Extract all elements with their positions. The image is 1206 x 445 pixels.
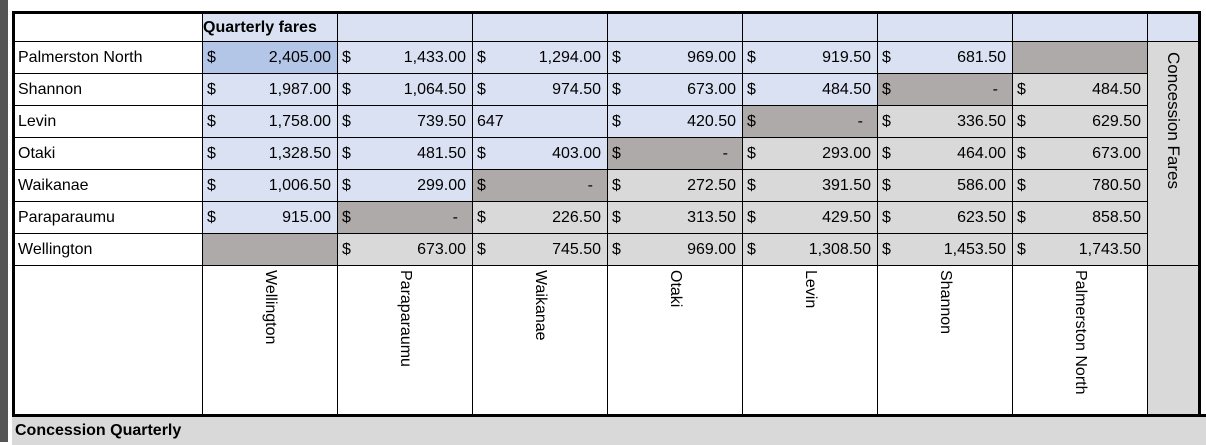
fare-cell-content bbox=[878, 42, 1012, 73]
fare-cell[interactable] bbox=[338, 74, 473, 106]
fare-cell-content bbox=[338, 74, 472, 105]
fare-cell[interactable] bbox=[338, 42, 473, 74]
fare-cell-content bbox=[473, 42, 607, 73]
fare-cell[interactable] bbox=[338, 170, 473, 202]
currency-symbol: $ bbox=[207, 80, 216, 98]
concession-fares-text: Concession Fares bbox=[1164, 52, 1183, 190]
column-label: Levin bbox=[802, 270, 819, 309]
currency-symbol: $ bbox=[882, 176, 891, 194]
fare-cell-content bbox=[878, 202, 1012, 233]
fare-cell[interactable] bbox=[203, 138, 338, 170]
fare-amount: 403.00 bbox=[552, 144, 601, 162]
currency-symbol: $ bbox=[747, 176, 756, 194]
fare-cell[interactable] bbox=[473, 74, 608, 106]
fare-amount: 313.50 bbox=[687, 208, 736, 226]
currency-symbol: $ bbox=[477, 80, 486, 98]
fare-cell[interactable] bbox=[743, 138, 878, 170]
header-cell[interactable] bbox=[473, 13, 608, 42]
fare-cell[interactable] bbox=[878, 170, 1013, 202]
fare-cell-content bbox=[338, 138, 472, 169]
column-label: Otaki bbox=[667, 270, 684, 308]
currency-symbol: $ bbox=[342, 48, 351, 66]
fare-cell[interactable] bbox=[473, 106, 608, 138]
currency-symbol: $ bbox=[477, 176, 486, 194]
fare-cell-content bbox=[203, 42, 337, 73]
fare-amount: 464.00 bbox=[957, 144, 1006, 162]
fare-cell[interactable] bbox=[203, 234, 338, 266]
label-row-end[interactable] bbox=[1148, 266, 1200, 417]
fare-cell[interactable] bbox=[743, 202, 878, 234]
fare-cell-content bbox=[338, 106, 472, 137]
currency-symbol: $ bbox=[747, 144, 756, 162]
currency-symbol: $ bbox=[342, 240, 351, 258]
fare-cell-content bbox=[608, 42, 742, 73]
fare-cell-content bbox=[338, 170, 472, 201]
fare-amount: 1,006.50 bbox=[268, 176, 331, 194]
fare-cell-content bbox=[743, 234, 877, 265]
fare-amount: 780.50 bbox=[1092, 176, 1141, 194]
fare-amount: 629.50 bbox=[1092, 112, 1141, 130]
fare-cell-content bbox=[203, 138, 337, 169]
currency-symbol: $ bbox=[342, 208, 351, 226]
fare-cell[interactable] bbox=[203, 106, 338, 138]
left-edge-strip bbox=[0, 0, 8, 442]
spreadsheet bbox=[8, 0, 1206, 442]
currency-symbol: $ bbox=[1017, 240, 1026, 258]
header-cell[interactable] bbox=[878, 13, 1013, 42]
fare-cell[interactable] bbox=[1013, 234, 1148, 266]
fare-cell[interactable] bbox=[1013, 42, 1148, 74]
currency-symbol: $ bbox=[882, 48, 891, 66]
currency-symbol: $ bbox=[1017, 112, 1026, 130]
fare-cell-content bbox=[338, 234, 472, 265]
fare-cell[interactable] bbox=[338, 106, 473, 138]
footer-concession-quarterly[interactable]: Concession Quarterly bbox=[12, 414, 1206, 445]
currency-symbol: $ bbox=[612, 112, 621, 130]
currency-symbol: $ bbox=[1017, 80, 1026, 98]
fare-amount: 336.50 bbox=[957, 112, 1006, 130]
currency-symbol: $ bbox=[612, 240, 621, 258]
fare-cell-content bbox=[608, 138, 742, 169]
fare-cell[interactable] bbox=[473, 202, 608, 234]
fare-amount: 1,308.50 bbox=[808, 240, 871, 258]
fare-cell-content bbox=[1013, 234, 1147, 265]
fare-cell[interactable] bbox=[608, 74, 743, 106]
currency-symbol: $ bbox=[342, 112, 351, 130]
header-cell[interactable] bbox=[1013, 13, 1148, 42]
fare-amount: 673.00 bbox=[417, 240, 466, 258]
fare-cell-content bbox=[1013, 74, 1147, 105]
fare-cell-content bbox=[1013, 202, 1147, 233]
fare-cell[interactable] bbox=[878, 138, 1013, 170]
fare-cell-content bbox=[203, 170, 337, 201]
fare-amount: 293.00 bbox=[822, 144, 871, 162]
fare-amount: 1,064.50 bbox=[403, 80, 466, 98]
fare-amount: 1,758.00 bbox=[268, 112, 331, 130]
currency-symbol: $ bbox=[612, 80, 621, 98]
fare-cell[interactable] bbox=[473, 42, 608, 74]
fare-cell-content bbox=[608, 234, 742, 265]
fare-amount: 915.00 bbox=[282, 208, 331, 226]
currency-symbol: $ bbox=[207, 208, 216, 226]
corner-cell[interactable] bbox=[14, 13, 203, 42]
column-label-cell[interactable] bbox=[338, 266, 473, 417]
fare-amount: 429.50 bbox=[822, 208, 871, 226]
fare-amount: 1,987.00 bbox=[268, 80, 331, 98]
fare-cell[interactable] bbox=[608, 42, 743, 74]
fare-cell[interactable] bbox=[743, 106, 878, 138]
fare-cell-content bbox=[473, 106, 607, 137]
fare-cell-content bbox=[878, 234, 1012, 265]
fare-cell-content bbox=[878, 74, 1012, 105]
header-cell[interactable] bbox=[608, 13, 743, 42]
fare-cell-content bbox=[878, 170, 1012, 201]
fare-amount: - bbox=[857, 112, 863, 130]
currency-symbol: $ bbox=[612, 144, 621, 162]
currency-symbol: 647 bbox=[477, 112, 504, 130]
currency-symbol: $ bbox=[882, 144, 891, 162]
fare-amount: 226.50 bbox=[552, 208, 601, 226]
fare-amount: 391.50 bbox=[822, 176, 871, 194]
fare-cell-content bbox=[1013, 170, 1147, 201]
fare-cell[interactable] bbox=[203, 202, 338, 234]
fare-cell[interactable] bbox=[743, 234, 878, 266]
currency-symbol: $ bbox=[747, 80, 756, 98]
column-label: Paraparaumu bbox=[397, 270, 414, 367]
currency-symbol: $ bbox=[477, 240, 486, 258]
fare-cell-content bbox=[203, 106, 337, 137]
fare-cell-content bbox=[608, 202, 742, 233]
fare-cell[interactable] bbox=[473, 170, 608, 202]
row-label[interactable]: Waikanae bbox=[14, 170, 203, 202]
fare-cell[interactable] bbox=[878, 106, 1013, 138]
fare-cell[interactable] bbox=[1013, 74, 1148, 106]
row-label[interactable]: Levin bbox=[14, 106, 203, 138]
label-row-corner[interactable] bbox=[14, 266, 203, 417]
fare-cell-content bbox=[743, 202, 877, 233]
concession-fares-side-label[interactable] bbox=[1148, 42, 1200, 266]
fare-amount: 1,433.00 bbox=[403, 48, 466, 66]
fare-cell[interactable] bbox=[608, 234, 743, 266]
currency-symbol: $ bbox=[612, 48, 621, 66]
fare-cell-content bbox=[608, 106, 742, 137]
fare-cell-content bbox=[338, 202, 472, 233]
fare-amount: 673.00 bbox=[687, 80, 736, 98]
fare-cell[interactable] bbox=[743, 170, 878, 202]
fare-cell-content bbox=[473, 202, 607, 233]
fare-amount: 969.00 bbox=[687, 48, 736, 66]
fare-cell[interactable] bbox=[608, 138, 743, 170]
fare-cell[interactable] bbox=[203, 42, 338, 74]
fare-cell[interactable] bbox=[1013, 170, 1148, 202]
fare-cell[interactable] bbox=[608, 202, 743, 234]
fare-cell-content bbox=[473, 234, 607, 265]
fare-cell[interactable] bbox=[878, 202, 1013, 234]
fare-amount: 673.00 bbox=[1092, 144, 1141, 162]
currency-symbol: $ bbox=[747, 48, 756, 66]
fare-cell-content bbox=[1013, 106, 1147, 137]
fare-amount: 484.50 bbox=[1092, 80, 1141, 98]
currency-symbol: $ bbox=[747, 240, 756, 258]
fare-cell[interactable] bbox=[338, 138, 473, 170]
fare-amount: 299.00 bbox=[417, 176, 466, 194]
row-label[interactable]: Otaki bbox=[14, 138, 203, 170]
fare-amount: 681.50 bbox=[957, 48, 1006, 66]
fare-cell-content bbox=[743, 74, 877, 105]
fare-cell[interactable] bbox=[878, 42, 1013, 74]
fare-cell[interactable] bbox=[338, 234, 473, 266]
fare-amount: 481.50 bbox=[417, 144, 466, 162]
currency-symbol: $ bbox=[1017, 208, 1026, 226]
fare-amount: 919.50 bbox=[822, 48, 871, 66]
fares-table bbox=[12, 11, 1201, 418]
currency-symbol: $ bbox=[612, 208, 621, 226]
row-label[interactable]: Paraparaumu bbox=[14, 202, 203, 234]
column-label-cell[interactable] bbox=[743, 266, 878, 417]
fare-amount: 969.00 bbox=[687, 240, 736, 258]
currency-symbol: $ bbox=[342, 80, 351, 98]
currency-symbol: $ bbox=[477, 48, 486, 66]
fare-amount: 1,743.50 bbox=[1078, 240, 1141, 258]
fare-cell[interactable] bbox=[338, 202, 473, 234]
fare-cell-content bbox=[203, 202, 337, 233]
header-cell[interactable] bbox=[743, 13, 878, 42]
fare-cell-content bbox=[473, 138, 607, 169]
currency-symbol: $ bbox=[1017, 144, 1026, 162]
currency-symbol: $ bbox=[207, 176, 216, 194]
currency-symbol: $ bbox=[747, 112, 756, 130]
fare-amount: 420.50 bbox=[687, 112, 736, 130]
fare-cell-content bbox=[743, 42, 877, 73]
currency-symbol: $ bbox=[207, 144, 216, 162]
fare-cell-content bbox=[203, 234, 337, 265]
fare-cell-content bbox=[743, 138, 877, 169]
currency-symbol: $ bbox=[882, 208, 891, 226]
fare-amount: 586.00 bbox=[957, 176, 1006, 194]
fare-amount: 2,405.00 bbox=[268, 48, 331, 66]
fare-amount: - bbox=[992, 80, 998, 98]
fare-cell[interactable] bbox=[1013, 202, 1148, 234]
fare-cell-content bbox=[878, 138, 1012, 169]
currency-symbol: $ bbox=[342, 176, 351, 194]
fare-cell-content bbox=[1013, 42, 1147, 73]
fare-amount: 272.50 bbox=[687, 176, 736, 194]
fare-cell-content bbox=[203, 74, 337, 105]
fare-amount: 1,328.50 bbox=[268, 144, 331, 162]
fare-cell-content bbox=[1013, 138, 1147, 169]
fare-cell-content bbox=[608, 74, 742, 105]
fare-cell[interactable] bbox=[608, 106, 743, 138]
fare-amount: 739.50 bbox=[417, 112, 466, 130]
column-label-cell[interactable] bbox=[878, 266, 1013, 417]
currency-symbol: $ bbox=[882, 80, 891, 98]
fare-cell[interactable] bbox=[878, 74, 1013, 106]
currency-symbol: $ bbox=[342, 144, 351, 162]
fare-cell[interactable] bbox=[743, 42, 878, 74]
column-label-cell[interactable] bbox=[1013, 266, 1148, 417]
header-cell[interactable] bbox=[338, 13, 473, 42]
fare-cell[interactable] bbox=[203, 170, 338, 202]
fare-cell[interactable] bbox=[608, 170, 743, 202]
fare-cell[interactable] bbox=[878, 234, 1013, 266]
currency-symbol: $ bbox=[207, 48, 216, 66]
fare-cell[interactable] bbox=[1013, 106, 1148, 138]
fare-amount: 1,294.00 bbox=[538, 48, 601, 66]
currency-symbol: $ bbox=[1017, 176, 1026, 194]
fare-amount: - bbox=[722, 144, 728, 162]
fare-cell-content bbox=[743, 106, 877, 137]
fare-amount: 623.50 bbox=[957, 208, 1006, 226]
row-label[interactable]: Palmerston North bbox=[14, 42, 203, 74]
fare-amount: 858.50 bbox=[1092, 208, 1141, 226]
column-label: Wellington bbox=[262, 270, 279, 345]
column-label: Palmerston North bbox=[1072, 270, 1089, 395]
currency-symbol: $ bbox=[477, 208, 486, 226]
row-label[interactable]: Wellington bbox=[14, 234, 203, 266]
currency-symbol: $ bbox=[207, 112, 216, 130]
fare-cell-content bbox=[338, 42, 472, 73]
column-label-cell[interactable] bbox=[203, 266, 338, 417]
header-cell[interactable] bbox=[1148, 13, 1200, 42]
fare-amount: 745.50 bbox=[552, 240, 601, 258]
fare-cell-content bbox=[608, 170, 742, 201]
fare-cell[interactable] bbox=[743, 74, 878, 106]
header-quarterly-fares[interactable]: Quarterly fares bbox=[203, 13, 338, 42]
fare-cell-content bbox=[878, 106, 1012, 137]
currency-symbol: $ bbox=[882, 112, 891, 130]
fare-amount: 974.50 bbox=[552, 80, 601, 98]
fare-cell-content bbox=[473, 170, 607, 201]
fare-amount: 484.50 bbox=[822, 80, 871, 98]
column-label-cell[interactable] bbox=[473, 266, 608, 417]
fare-cell[interactable] bbox=[203, 74, 338, 106]
column-label: Shannon bbox=[937, 270, 954, 335]
fare-cell[interactable] bbox=[473, 234, 608, 266]
currency-symbol: $ bbox=[747, 208, 756, 226]
currency-symbol: $ bbox=[612, 176, 621, 194]
fare-cell[interactable] bbox=[1013, 138, 1148, 170]
row-label[interactable]: Shannon bbox=[14, 74, 203, 106]
column-label: Waikanae bbox=[532, 270, 549, 341]
fare-cell[interactable] bbox=[473, 138, 608, 170]
fare-cell-content bbox=[743, 170, 877, 201]
currency-symbol: $ bbox=[882, 240, 891, 258]
currency-symbol: $ bbox=[477, 144, 486, 162]
fare-cell-content bbox=[473, 74, 607, 105]
fare-amount: - bbox=[587, 176, 593, 194]
fare-amount: - bbox=[452, 208, 458, 226]
fare-amount: 1,453.50 bbox=[943, 240, 1006, 258]
column-label-cell[interactable] bbox=[608, 266, 743, 417]
